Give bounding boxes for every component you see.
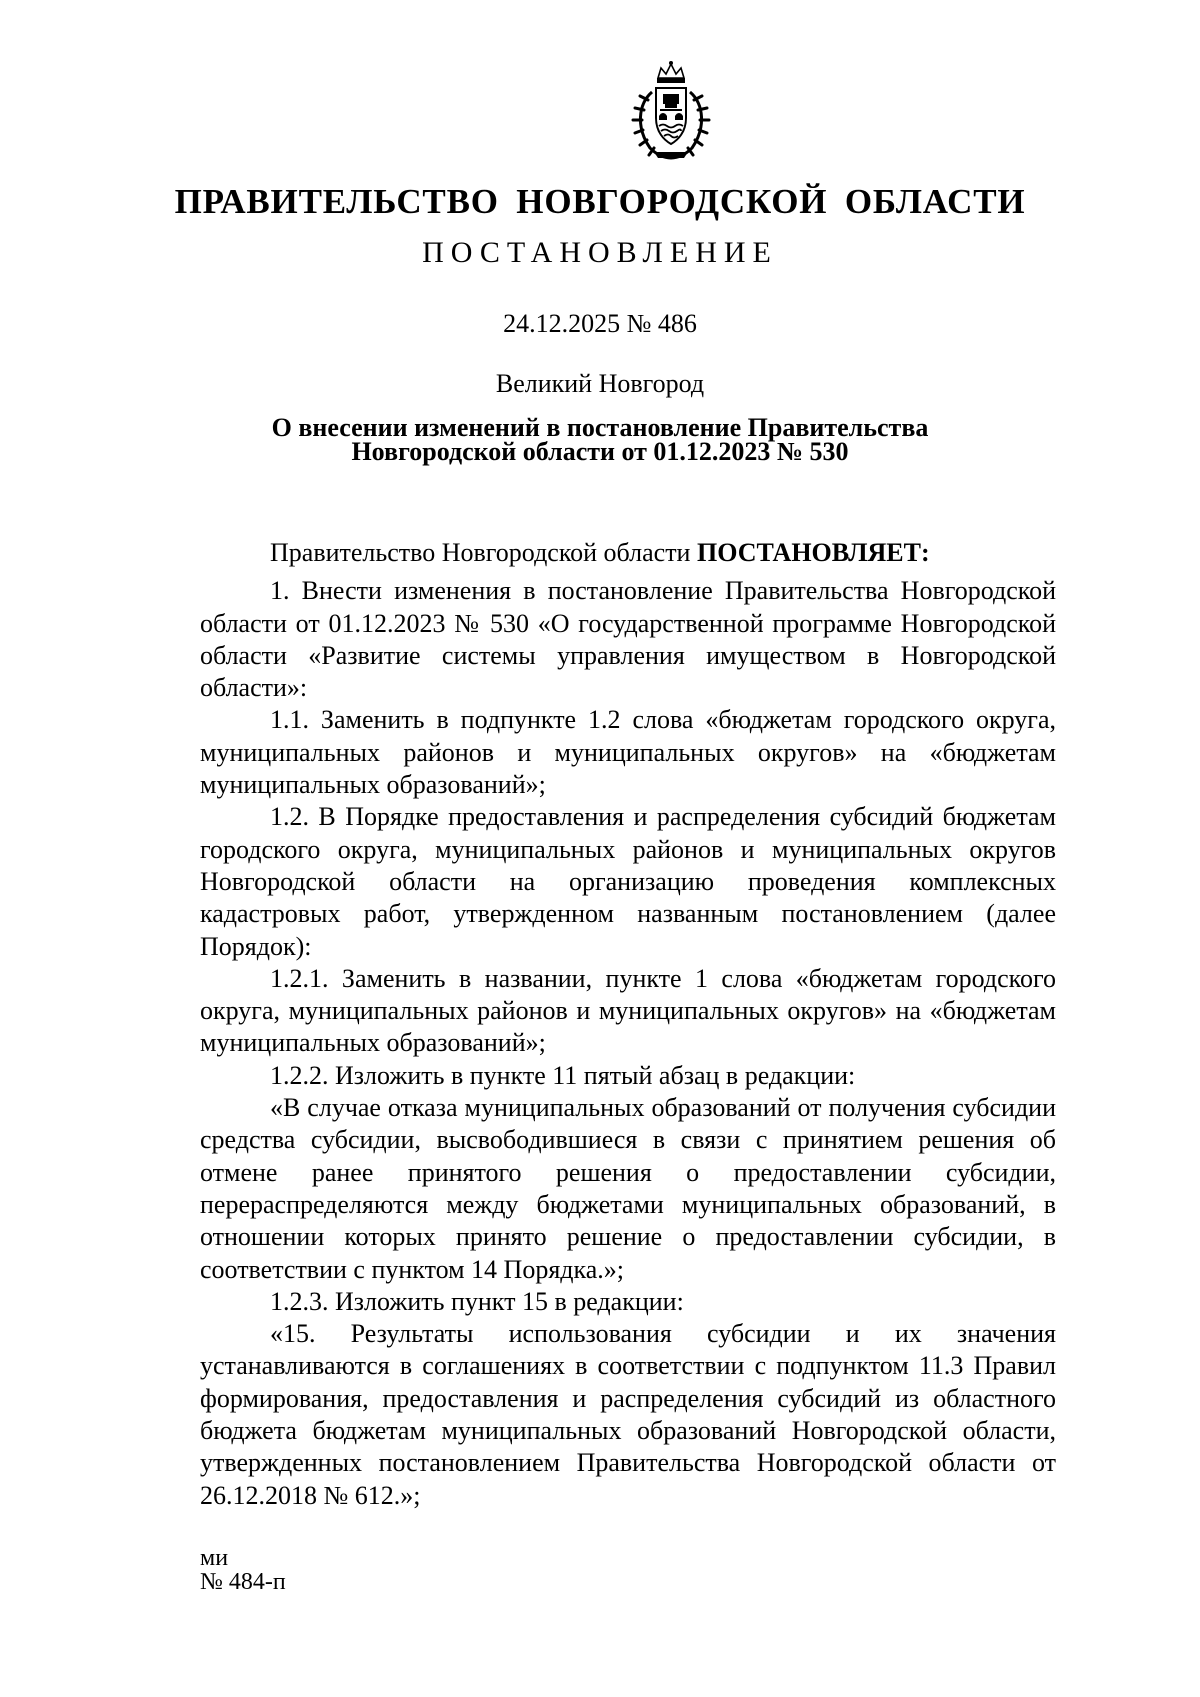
document-date-number: 24.12.2025 № 486 (503, 309, 697, 338)
coat-of-arms-icon (628, 58, 714, 162)
paragraph-1-1: 1.1. Заменить в подпункте 1.2 слова «бюджетам городского округа, муниципальных районов и муниципальных округов» на «бюджетам муниципальных образований»; (200, 705, 1056, 800)
document-type: ПОСТАНОВЛЕНИЕ (422, 236, 778, 269)
document-subject (0, 413, 1200, 466)
paragraph-1-2-1: 1.2.1. Заменить в названии, пункте 1 слова «бюджетам городского округа, муниципальных районов и муниципальных округов» на «бюджетам муниципальных образований»; (200, 963, 1056, 1058)
paragraph-1-2-2: 1.2.2. Изложить в пункте 11 пятый абзац в редакции: (270, 1060, 856, 1090)
preamble-text: Правительство Новгородской области (270, 538, 691, 567)
paragraph-1: 1. Внести изменения в постановление Правительства Новгородской области от 01.12.2023 № 530 «О государственной программе Новгородской области «Развитие системы управления имуществом в Новгородской области»: (200, 576, 1056, 703)
document-body (200, 537, 1056, 1512)
paragraph-1-2: 1.2. В Порядке предоставления и распределения субсидий бюджетам городского округа, муниципальных районов и муниципальных округов Новгородской области на организацию проведения комплексных кадастровых работ, утвержденном названным постановлением (далее Порядок): (200, 802, 1056, 961)
document-place: Великий Новгород (495, 369, 705, 398)
preamble-resolves: ПОСТАНОВЛЯЕТ: (696, 538, 930, 567)
organization-title: ПРАВИТЕЛЬСТВО НОВГОРОДСКОЙ ОБЛАСТИ (174, 182, 1026, 221)
footer-initials: ми (200, 1545, 229, 1571)
preamble (200, 537, 1056, 569)
quoted-paragraph-11: «В случае отказа муниципальных образований от получения субсидии средства субсидии, высвободившиеся в связи с принятием решения об отмене ранее принятого решения о предоставлении субсидии, перераспределяются между бюджетами муниципальных образований, в отношении которых принято решение о предоставлении субсидии, в соответствии с пунктом 14 Порядка.»; (200, 1093, 1056, 1284)
document-footer (200, 1546, 286, 1594)
subject-line-2: Новгородской области от 01.12.2023 № 530 (351, 437, 849, 466)
paragraph-1-2-3: 1.2.3. Изложить пункт 15 в редакции: (270, 1286, 684, 1316)
quoted-paragraph-15: «15. Результаты использования субсидии и их значения устанавливаются в соглашениях в соответствии с подпунктом 11.3 Правил формирования, предоставления и распределения субсидий из областного бюджета бюджетам муниципальных образований Новгородской области, утвержденных постановлением Правительства Новгородской области от 26.12.2018 № 612.»; (200, 1319, 1056, 1510)
subject-line-1: О внесении изменений в постановление Правительства (271, 413, 929, 442)
footer-reference: № 484-п (200, 1569, 286, 1595)
